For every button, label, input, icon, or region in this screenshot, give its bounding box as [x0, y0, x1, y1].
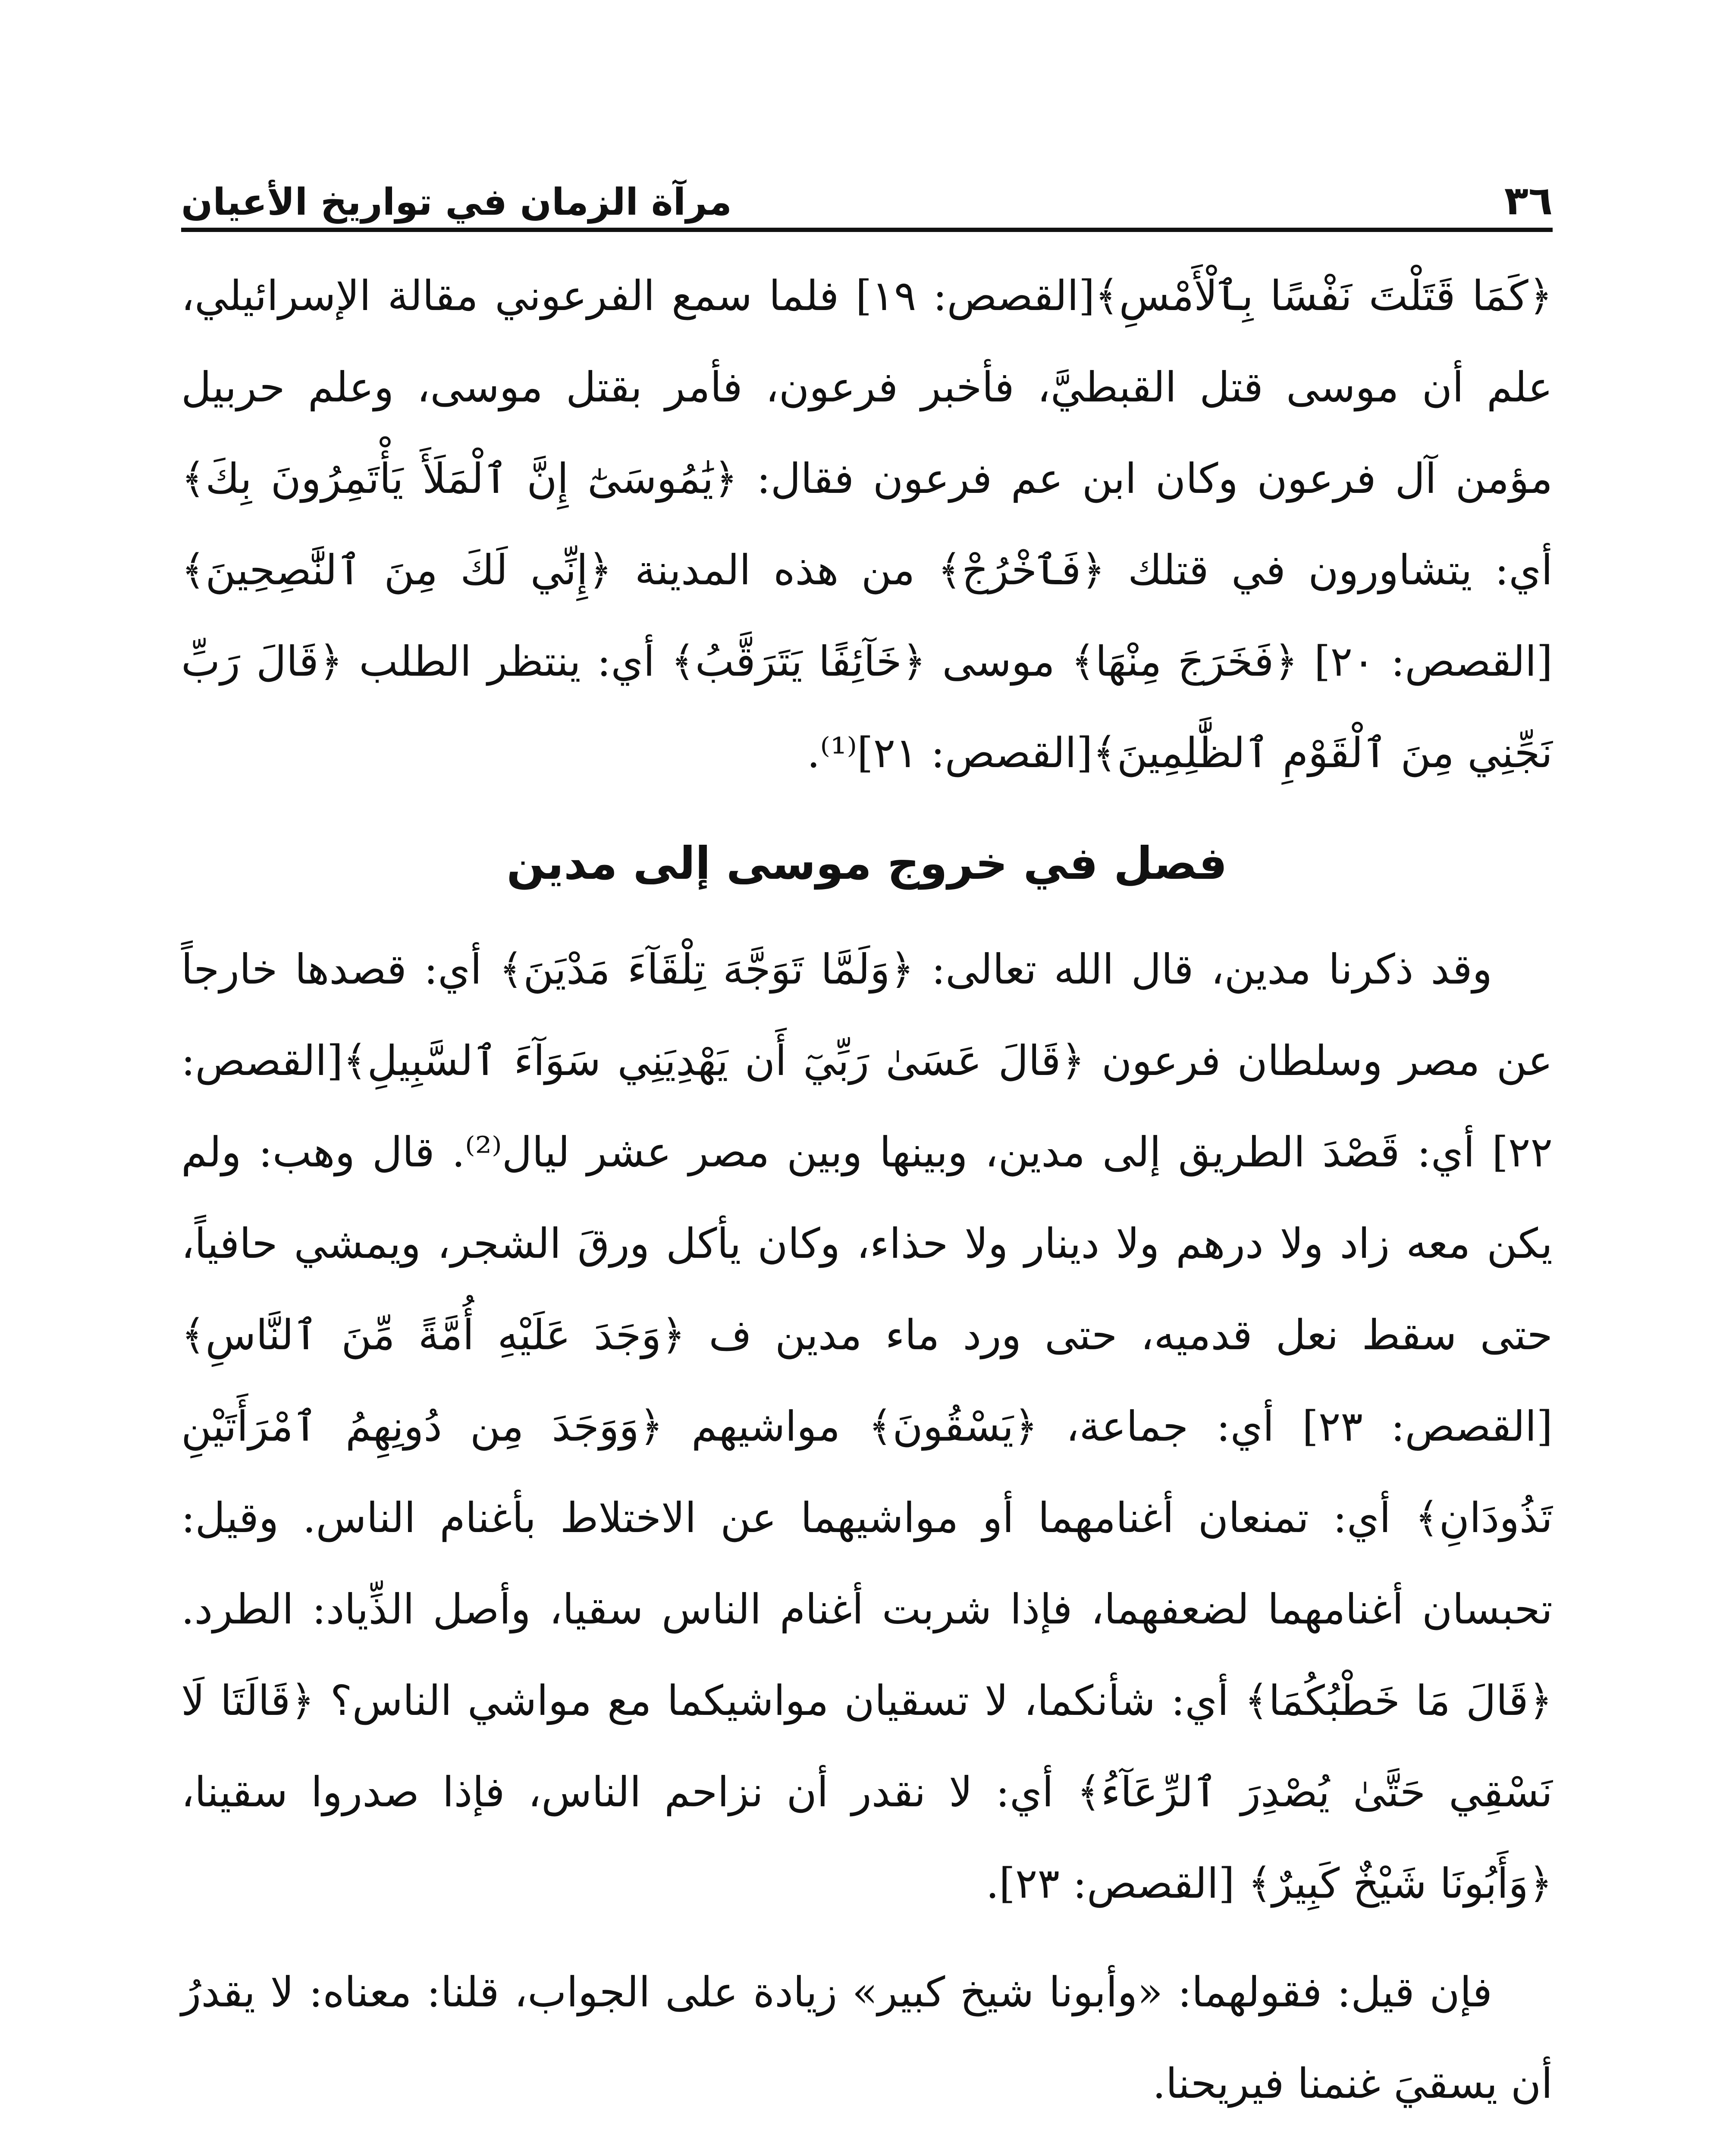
running-header	[181, 129, 1553, 233]
header-rule	[181, 228, 1553, 232]
page-number: ٣٦	[1504, 178, 1553, 224]
paragraph: ﴿كَمَا قَتَلْتَ نَفْسًا بِٱلْأَمْسِ﴾[القصص: ١٩] فلما سمع الفرعوني مقالة الإسرائيلي، علم أن موسى قتل القبطيَّ، فأخبر فرعون، فأمر بقتل موسى، وعلم حربيل مؤمن آل فرعون وكان ابن عم فرعون فقال: ﴿يَٰمُوسَىٰٓ إِنَّ ٱلْمَلَأَ يَأْتَمِرُونَ بِكَ﴾ أي: يتشاورون في قتلك ﴿فَٱخْرُجْ﴾ من هذه المدينة ﴿إِنِّي لَكَ مِنَ ٱلنَّٰصِحِينَ﴾[القصص: ٢٠] ﴿فَخَرَجَ مِنْهَا﴾ موسى ﴿خَآئِفًا يَتَرَقَّبُ﴾ أي: ينتظر الطلب ﴿قَالَ رَبِّ نَجِّنِي مِنَ ٱلْقَوْمِ ٱلظَّٰلِمِينَ﴾[القصص: ٢١]⁽¹⁾.	[181, 272, 1553, 777]
paragraph: وقد ذكرنا مدين، قال الله تعالى: ﴿وَلَمَّا تَوَجَّهَ تِلْقَآءَ مَدْيَنَ﴾ أي: قصدها خارجاً عن مصر وسلطان فرعون ﴿قَالَ عَسَىٰ رَبِّيٓ أَن يَهْدِيَنِي سَوَآءَ ٱلسَّبِيلِ﴾[القصص: ٢٢] أي: قَصْدَ الطريق إلى مدين، وبينها وبين مصر عشر ليال⁽²⁾. قال وهب: ولم يكن معه زاد ولا درهم ولا دينار ولا حذاء، وكان يأكل ورقَ الشجر، ويمشي حافياً، حتى سقط نعل قدميه، حتى ورد ماء مدين ف ﴿وَجَدَ عَلَيْهِ أُمَّةً مِّنَ ٱلنَّاسِ﴾[القصص: ٢٣] أي: جماعة، ﴿يَسْقُونَ﴾ مواشيهم ﴿وَوَجَدَ مِن دُونِهِمُ ٱمْرَأَتَيْنِ تَذُودَانِ﴾ أي: تمنعان أغنامهما أو مواشيهما عن الاختلاط بأغنام الناس. وقيل: تحبسان أغنامهما لضعفهما، فإذا شربت أغنام الناس سقيا، وأصل الذِّياد: الطرد. ﴿قَالَ مَا خَطْبُكُمَا﴾ أي: شأنكما، لا تسقيان مواشيكما مع مواشي الناس؟ ﴿قَالَتَا لَا نَسْقِي حَتَّىٰ يُصْدِرَ ٱلرِّعَآءُ﴾ أي: لا نقدر أن نزاحم الناس، فإذا صدروا سقينا، ﴿وَأَبُونَا شَيْخٌ كَبِيرٌ﴾ [القصص: ٢٣].	[181, 945, 1553, 1908]
paragraph: فإن قيل: فقولهما: «وأبونا شيخ كبير» زيادة على الجواب، قلنا: معناه: لا يقدرُ أن يسقيَ غنمنا فيريحنا.	[181, 1968, 1553, 2108]
paragraph	[181, 2147, 1553, 2156]
main-text	[181, 250, 1553, 2156]
running-title: مرآة الزمان في تواريخ الأعيان	[181, 181, 732, 224]
section-heading: فصل في خروج موسى إلى مدين	[506, 837, 1227, 890]
